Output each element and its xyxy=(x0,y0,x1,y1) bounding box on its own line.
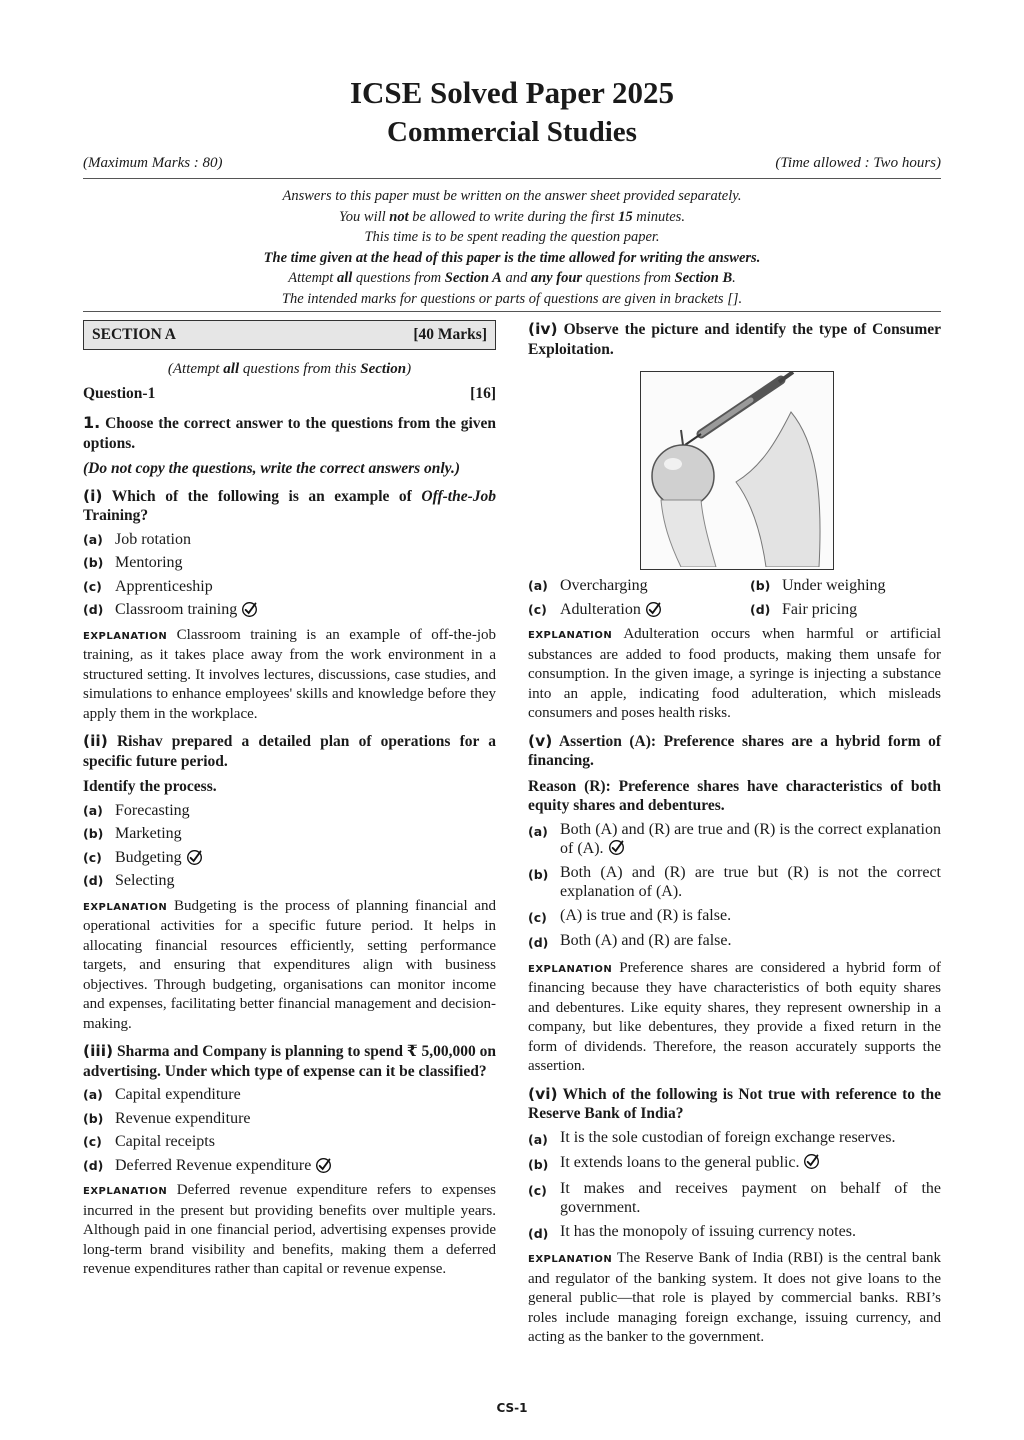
options-grid xyxy=(528,576,941,619)
option-c: (c) Adulteration xyxy=(528,600,750,620)
option-b: (b) Mentoring xyxy=(83,554,183,571)
instruction-line: This time is to be spent reading the question paper. xyxy=(364,229,660,246)
option-c: (c) Apprenticeship xyxy=(83,577,213,595)
left-column xyxy=(83,320,496,1280)
option-a: (a) Overcharging xyxy=(528,577,648,594)
question-v-reason: Reason (R): Preference shares have characteristics of both equity shares and debentures. xyxy=(528,777,941,814)
option-d: (d) Classroom training xyxy=(83,600,496,620)
option-b: (b) Marketing xyxy=(83,825,182,842)
option-b: (b) Under weighing xyxy=(750,577,886,594)
instruction-line: Attempt all questions from Section A and any four questions from Section B. xyxy=(288,270,736,287)
paper-title: ICSE Solved Paper 2025 xyxy=(349,75,675,110)
section-note: (Attempt all questions from this Section) xyxy=(167,361,412,377)
explanation-ii: EXPLANATION Budgeting is the process of planning financial and operational activities for a specific future period. It helps in allocating financial resources efficiently, setting performance targets, and ensuring that expenditures align with business objectives. Through budgeting, organisations can monitor income and expenses, facilitating better financial management and decision-making. xyxy=(83,897,496,1032)
instruction-line: Answers to this paper must be written on the answer sheet provided separately. xyxy=(282,188,742,204)
question-i: (i) Which of the following is an example of Off-the-Job Training? xyxy=(83,486,496,524)
maximum-marks: (Maximum Marks : 80) xyxy=(83,155,223,171)
option-d: (d) Deferred Revenue expenditure xyxy=(83,1156,496,1176)
instruction-line: The intended marks for questions or parts of questions are given in brackets []. xyxy=(281,290,743,307)
explanation-iv: EXPLANATION Adulteration occurs when harmful or artificial substances are added to food products, making them unsafe for consumption. In the given image, a syringe is injecting a substance into an apple, indicating food adulteration, which misleads consumers and poses health risks. xyxy=(528,626,941,721)
option-b: (b) Revenue expenditure xyxy=(83,1109,251,1127)
explanation-iii: EXPLANATION Deferred revenue expenditure refers to expenses incurred in the present but providing benefits over multiple years. Although paid in one financial period, advertising expenses provide long-term brand visibility and benefits, making them a deferred revenue expenditures rather than capital or revenue expense. xyxy=(83,1182,496,1277)
right-column xyxy=(528,320,941,1348)
instructions-block xyxy=(83,186,941,310)
question-ii-subtext: Identify the process. xyxy=(83,778,217,795)
instruction-line: The time given at the head of this paper is the time allowed for writing the answers. xyxy=(263,249,761,266)
question-vi: (vi) Which of the following is Not true with reference to the Reserve Bank of India? xyxy=(528,1084,941,1122)
option-d: (d) It has the monopoly of issuing currency notes. xyxy=(528,1222,856,1241)
section-name: SECTION A xyxy=(92,326,176,344)
option-a: (a) Both (A) and (R) are true and (R) is the correct explanation of (A). xyxy=(528,820,941,857)
syringe-apple-image xyxy=(640,371,834,570)
correct-check-icon xyxy=(241,601,258,618)
subject-title: Commercial Studies xyxy=(387,116,637,148)
option-b: (b) It extends loans to the general public. xyxy=(528,1153,941,1175)
correct-check-icon xyxy=(803,1153,820,1170)
question-header xyxy=(83,384,496,404)
option-a: (a) It is the sole custodian of foreign exchange reserves. xyxy=(528,1128,896,1147)
option-a: (a) Capital expenditure xyxy=(83,1086,241,1103)
question-ii: (ii) Rishav prepared a detailed plan of operations for a specific future period. xyxy=(83,732,497,770)
option-d: (d) Fair pricing xyxy=(750,600,858,618)
header-divider xyxy=(83,178,941,179)
instructions-divider xyxy=(83,311,941,312)
correct-check-icon xyxy=(315,1157,332,1174)
question-label: Question-1 xyxy=(83,384,156,402)
question-marks: [16] xyxy=(470,384,496,402)
option-b: (b) Both (A) and (R) are true but (R) is not the correct explanation of (A). xyxy=(528,863,941,900)
instruction-line: You will not be allowed to write during the first 15 minutes. xyxy=(339,208,685,225)
explanation-i: EXPLANATION Classroom training is an example of off-the-job training, as it takes place away from the work environment in a structured setting. It involves lectures, discussions, case studies, and simulations to enhance employees' skills and knowledge before they apply them in the workplace. xyxy=(83,626,497,722)
section-marks: [40 Marks] xyxy=(413,326,487,344)
option-a: (a) Job rotation xyxy=(83,530,191,548)
question-iii: (iii) Sharma and Company is planning to spend ₹ 5,00,000 on advertising. Under which type of expense can it be classified? xyxy=(83,1042,497,1080)
correct-check-icon xyxy=(645,601,662,618)
option-c: (c) Capital receipts xyxy=(83,1133,215,1150)
option-c: (c) It makes and receives payment on behalf of the government. xyxy=(528,1179,941,1216)
explanation-vi: EXPLANATION The Reserve Bank of India (RBI) is the central bank and regulator of the banking system. It does not give loans to the general public—that role is played by commercial banks. RBI’s roles include managing foreign exchange, issuing currency, and acting as the banker to the government. xyxy=(528,1250,941,1345)
option-d: (d) Selecting xyxy=(83,872,175,889)
syringe-apple-illustration xyxy=(641,372,831,567)
correct-check-icon xyxy=(186,849,203,866)
time-allowed: (Time allowed : Two hours) xyxy=(775,155,941,171)
option-a: (a) Forecasting xyxy=(83,801,190,819)
question-1-note: (Do not copy the questions, write the correct answers only.) xyxy=(83,460,461,477)
question-v: (v) Assertion (A): Preference shares are a hybrid form of financing. xyxy=(528,731,941,769)
option-d: (d) Both (A) and (R) are false. xyxy=(528,932,732,950)
question-iv: (iv) Observe the picture and identify the type of Consumer Exploitation. xyxy=(528,320,942,358)
section-header xyxy=(83,320,496,350)
correct-check-icon xyxy=(608,839,625,856)
question-1-stem: 1. Choose the correct answer to the questions from the given options. xyxy=(83,413,497,452)
explanation-v: EXPLANATION Preference shares are considered a hybrid form of financing because they have characteristics of both equity shares and debentures. Like equity shares, they represent ownership in a company, but like debentures, they provide a fixed return in the form of dividends. Therefore, the reason accurately supports the assertion. xyxy=(528,959,942,1074)
page-number: CS-1 xyxy=(496,1401,528,1415)
option-c: (c) Budgeting xyxy=(83,848,496,868)
option-c: (c) (A) is true and (R) is false. xyxy=(528,906,732,925)
